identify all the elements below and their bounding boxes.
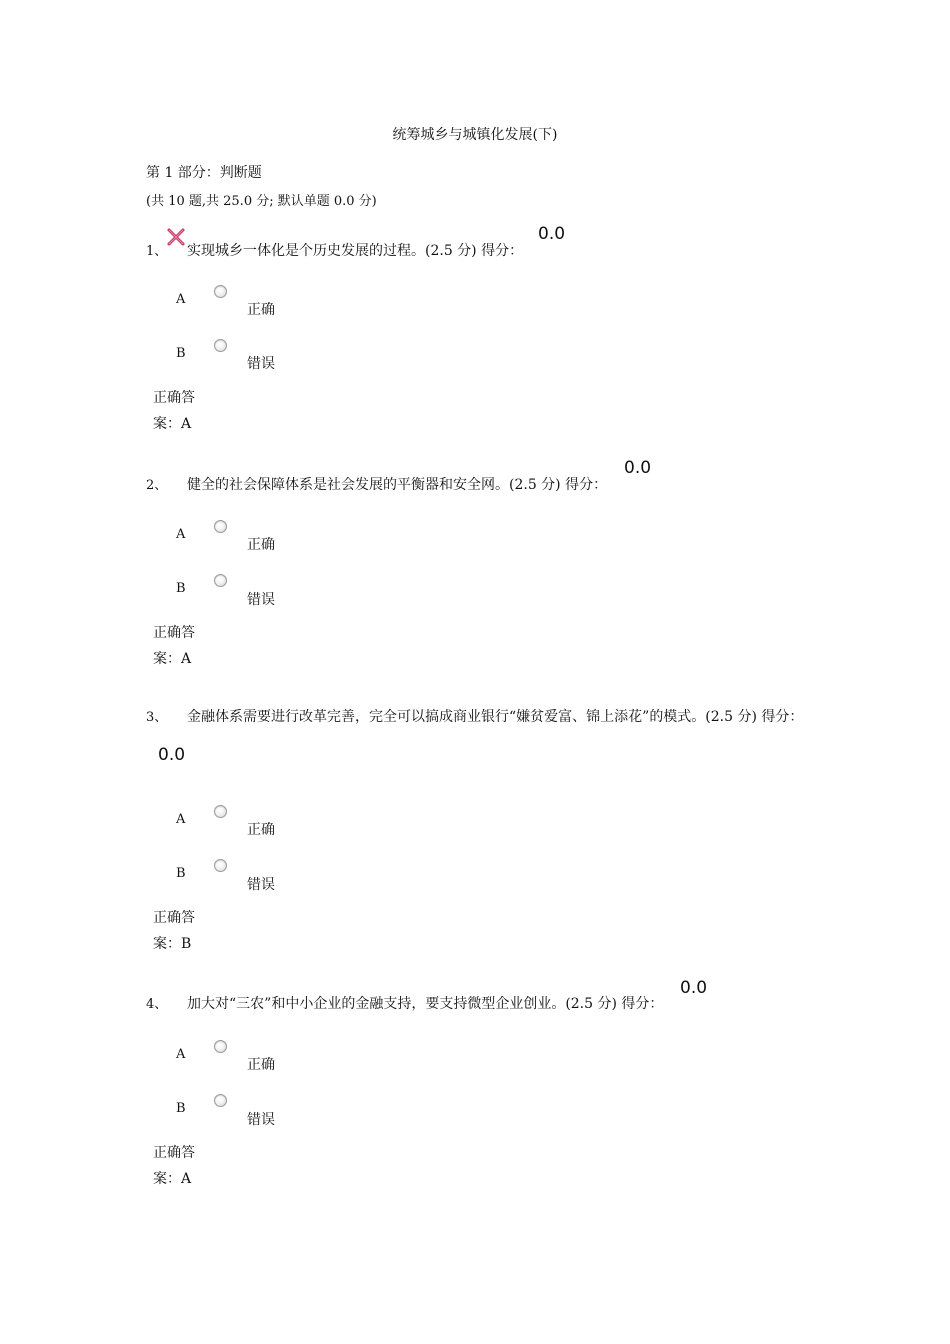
page-title: 统筹城乡与城镇化发展(下) — [392, 127, 558, 143]
option-letter: B — [176, 1101, 186, 1116]
score-value: 0.0 — [680, 978, 708, 998]
option-b-radio[interactable] — [214, 339, 227, 352]
answer-label: 正确答 — [153, 910, 195, 926]
option-label: 错误 — [247, 877, 275, 893]
option-label: 正确 — [247, 302, 275, 318]
score-value: 0.0 — [538, 224, 566, 244]
option-label: 错误 — [247, 356, 275, 372]
correct-answer: 案：A — [153, 651, 192, 667]
question-number: 3、 — [146, 710, 168, 725]
option-label: 正确 — [247, 537, 275, 553]
question-number: 1、 — [146, 244, 168, 259]
option-label: 错误 — [247, 1112, 275, 1128]
question-number: 2、 — [146, 478, 168, 493]
option-letter: A — [176, 1047, 186, 1062]
option-letter: A — [176, 292, 186, 307]
option-label: 正确 — [247, 1057, 275, 1073]
answer-label: 正确答 — [153, 1145, 195, 1161]
question-text: 实现城乡一体化是个历史发展的过程。(2.5 分) 得分： — [187, 243, 524, 259]
question-number: 4、 — [146, 997, 168, 1012]
section-summary: (共 10 题,共 25.0 分; 默认单题 0.0 分) — [146, 194, 377, 209]
option-letter: B — [176, 581, 186, 596]
correct-answer: 案：A — [153, 416, 192, 432]
correct-answer: 案：A — [153, 1171, 192, 1187]
section-heading: 第 1 部分：判断题 — [146, 165, 262, 181]
option-label: 错误 — [247, 592, 275, 608]
score-value: 0.0 — [624, 458, 652, 478]
option-letter: B — [176, 866, 186, 881]
option-letter: B — [176, 346, 186, 361]
score-value: 0.0 — [158, 745, 186, 765]
option-a-radio[interactable] — [214, 285, 227, 298]
question-text: 健全的社会保障体系是社会发展的平衡器和安全网。(2.5 分) 得分： — [187, 477, 608, 493]
option-letter: A — [176, 812, 186, 827]
option-a-radio[interactable] — [214, 805, 227, 818]
answer-label: 正确答 — [153, 390, 195, 406]
answer-label: 正确答 — [153, 625, 195, 641]
option-b-radio[interactable] — [214, 574, 227, 587]
wrong-mark-icon — [166, 227, 186, 247]
option-a-radio[interactable] — [214, 520, 227, 533]
option-b-radio[interactable] — [214, 1094, 227, 1107]
option-label: 正确 — [247, 822, 275, 838]
option-a-radio[interactable] — [214, 1040, 227, 1053]
correct-answer: 案：B — [153, 936, 192, 952]
option-b-radio[interactable] — [214, 859, 227, 872]
option-letter: A — [176, 527, 186, 542]
question-text: 加大对“三农”和中小企业的金融支持，要支持微型企业创业。(2.5 分) 得分： — [187, 996, 664, 1012]
question-text: 金融体系需要进行改革完善，完全可以搞成商业银行“嫌贫爱富、锦上添花”的模式。(2.5 分) 得分： — [187, 709, 804, 725]
